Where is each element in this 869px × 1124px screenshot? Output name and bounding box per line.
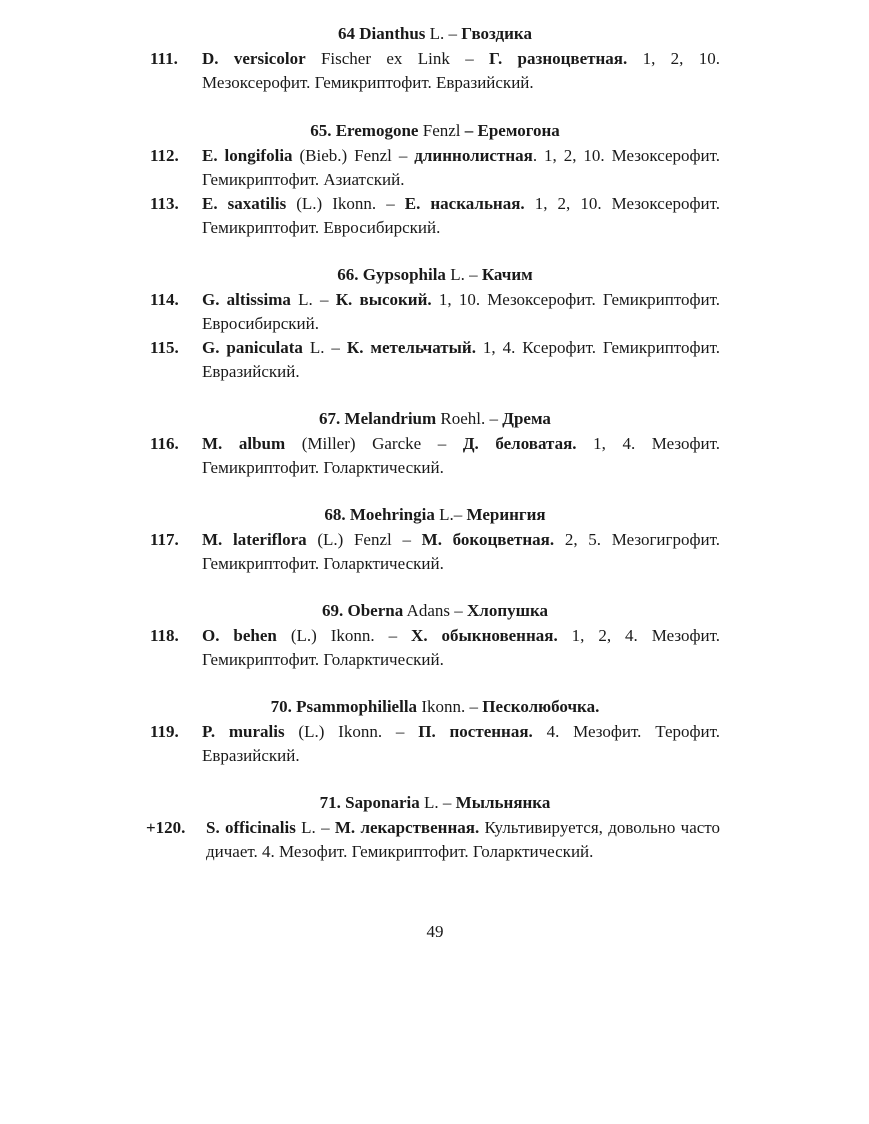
species-latin: G. altissima (202, 290, 291, 309)
species-entry-115 (150, 336, 720, 384)
entry-number: 114. (150, 290, 179, 309)
species-latin: M. lateriflora (202, 530, 307, 549)
genus-latin: 70. Psammophiliella (270, 697, 418, 716)
species-russian: длиннолистная (414, 146, 533, 165)
genus-author: Adans – (406, 601, 463, 620)
entry-number: 115. (150, 338, 179, 357)
entry-number: 117. (150, 530, 179, 549)
genus-latin: 64 Dianthus (338, 24, 426, 43)
species-russian: М. лекарственная. (334, 818, 480, 837)
species-entry-120 (146, 816, 721, 864)
species-author: (L.) Fenzl – (317, 530, 411, 549)
species-latin: M. album (202, 434, 286, 453)
genus-latin: 71. Saponaria (319, 793, 420, 812)
genus-author: Ikonn. – (421, 697, 478, 716)
entry-text (202, 144, 720, 192)
species-russian: М. бокоцветная. (421, 530, 555, 549)
species-entry-119 (150, 720, 720, 768)
species-russian: Д. беловатая. (462, 434, 577, 453)
species-description: 1, 2, 10. Мезоксерофит. Гемикриптофит. Евросибирский. (202, 194, 721, 237)
entry-text (202, 336, 720, 384)
genus-heading-psammophiliella (150, 695, 720, 719)
species-latin: S. officinalis (206, 818, 296, 837)
entry-text (202, 47, 720, 95)
species-latin: E. saxatilis (202, 194, 287, 213)
genus-heading-saponaria (150, 791, 720, 815)
species-author: Fischer ex Link – (320, 49, 474, 68)
species-description: 1, 4. Ксерофит. Гемикриптофит. Евразийский. (202, 338, 721, 381)
species-author: (Bieb.) Fenzl – (299, 146, 408, 165)
species-russian: П. постенная. (418, 722, 533, 741)
species-entry-114 (150, 288, 720, 336)
species-description: 1, 2, 4. Мезофит. Гемикриптофит. Голарктический. (202, 626, 721, 669)
genus-russian: Дрема (502, 409, 551, 428)
genus-russian: Качим (481, 265, 533, 284)
entry-number: +120. (146, 818, 186, 837)
genus-latin: 66. Gypsophila (337, 265, 446, 284)
species-author: L. – (298, 290, 329, 309)
entry-text (202, 624, 720, 672)
entry-text (202, 528, 720, 576)
genus-author: L. – (429, 24, 458, 43)
species-entry-111 (150, 47, 720, 95)
entry-text (202, 432, 720, 480)
genus-heading-eremogone (150, 119, 720, 143)
species-russian: К. метельчатый. (346, 338, 476, 357)
species-latin: P. muralis (202, 722, 285, 741)
entry-number: 116. (150, 434, 179, 453)
genus-author: L.– (439, 505, 463, 524)
species-author: L. – (309, 338, 340, 357)
genus-russian: – Еремогона (464, 121, 560, 140)
species-description: 1, 4. Мезофит. Гемикриптофит. Голарктический. (202, 434, 721, 477)
species-description: 1, 10. Мезоксерофит. Гемикриптофит. Евросибирский. (202, 290, 721, 333)
species-author: (L.) Ikonn. – (296, 194, 395, 213)
page-number: 49 (426, 922, 444, 941)
species-latin: E. longifolia (202, 146, 293, 165)
species-entry-112 (150, 144, 720, 192)
entry-text (202, 288, 720, 336)
entry-number: 113. (150, 194, 179, 213)
species-author: (L.) Ikonn. – (298, 722, 405, 741)
species-entry-117 (150, 528, 720, 576)
species-description: . 1, 2, 10. Мезоксерофит. Гемикриптофит. Азиатский. (202, 146, 721, 189)
entry-number: 111. (150, 49, 178, 68)
genus-latin: 69. Oberna (322, 601, 404, 620)
genus-author: Roehl. – (440, 409, 499, 428)
species-latin: O. behen (202, 626, 277, 645)
species-description: 1, 2, 10. Мезоксерофит. Гемикриптофит. Евразийский. (202, 49, 721, 92)
genus-heading-moehringia (150, 503, 720, 527)
genus-latin: 68. Moehringia (324, 505, 435, 524)
genus-heading-dianthus (150, 22, 720, 46)
genus-heading-gypsophila (150, 263, 720, 287)
genus-russian: Мерингия (466, 505, 546, 524)
entry-text (202, 720, 720, 768)
species-author: (L.) Ikonn. – (290, 626, 398, 645)
genus-author: L. – (450, 265, 478, 284)
species-entry-118 (150, 624, 720, 672)
species-latin: D. versicolor (202, 49, 306, 68)
species-russian: Х. обыкновенная. (411, 626, 558, 645)
species-russian: Е. наскальная. (404, 194, 525, 213)
genus-author: L. – (424, 793, 452, 812)
species-russian: Г. разноцветная. (489, 49, 628, 68)
entry-number: 112. (150, 146, 179, 165)
entry-text (202, 192, 720, 240)
species-entry-113 (150, 192, 720, 240)
genus-russian: Песколюбочка. (482, 697, 600, 716)
entry-number: 119. (150, 722, 179, 741)
genus-heading-melandrium (150, 407, 720, 431)
genus-russian: Гвоздика (461, 24, 532, 43)
species-description: 4. Мезофит. Терофит. Евразийский. (202, 722, 721, 765)
genus-latin: 65. Eremogone (310, 121, 419, 140)
species-russian: К. высокий. (335, 290, 432, 309)
genus-russian: Мыльнянка (455, 793, 551, 812)
species-author: (Miller) Garcke – (301, 434, 447, 453)
species-author: L. – (301, 818, 330, 837)
species-entry-116 (150, 432, 720, 480)
genus-heading-oberna (150, 599, 720, 623)
entry-text (206, 816, 720, 864)
species-description: Культивируется, довольно часто дичает. 4. Мезофит. Гемикриптофит. Голарктический. (206, 818, 721, 861)
genus-russian: Хлопушка (467, 601, 548, 620)
genus-author: Fenzl (422, 121, 461, 140)
genus-latin: 67. Melandrium (319, 409, 437, 428)
entry-number: 118. (150, 626, 179, 645)
species-latin: G. paniculata (202, 338, 303, 357)
species-description: 2, 5. Мезогигрофит. Гемикриптофит. Голарктический. (202, 530, 721, 573)
